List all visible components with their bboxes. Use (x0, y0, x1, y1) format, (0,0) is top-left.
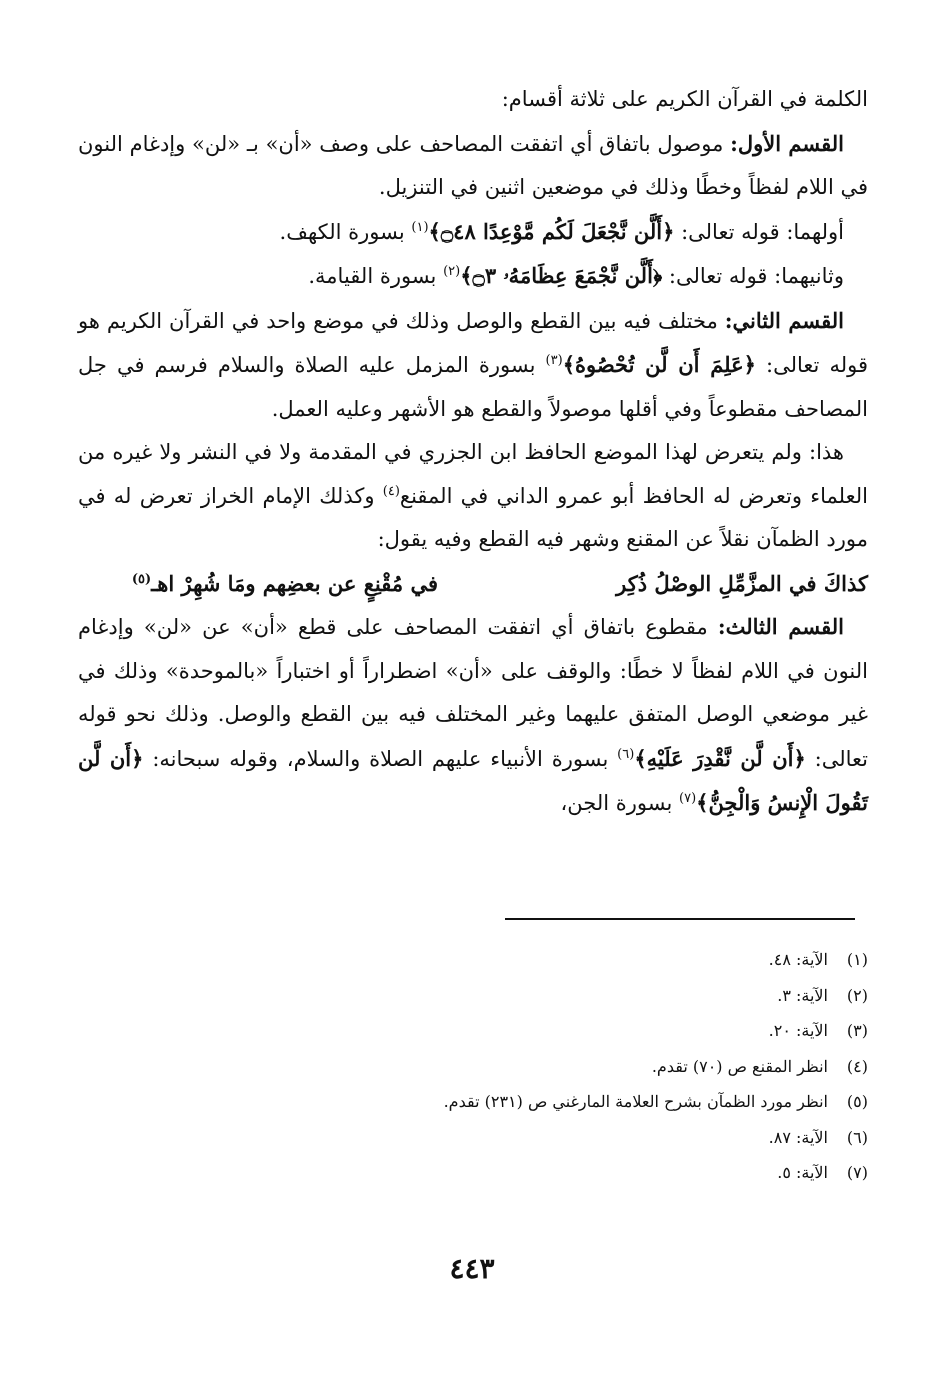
poem-hemistich-2: في مُقْنِعٍ عن بعضِهم ومَا شُهِرْ اهـ (151, 570, 438, 596)
section-3-text-1: مقطوع باتفاق أي اتفقت المصاحف على قطع «أن» عن «لن» وإدغام النون في اللام لفظاً لا خطًا: والوقف على «أن» اضطراراً أو اختباراً «بالموحدة» وذلك في غير موضعي الوصل المتفق عليهما وغير المختلف فيه بين القطع والوصل. وذلك نحو قوله تعالى: (78, 615, 868, 771)
footnote-ref-5: (٥) (131, 571, 152, 587)
main-text (78, 78, 868, 826)
footnote (78, 1120, 868, 1156)
footnote-separator (505, 918, 855, 920)
footnote-number: (١) (846, 950, 868, 969)
footnote (78, 1155, 868, 1191)
footnote-ref-6: (٦) (617, 746, 635, 762)
quran-verse-muzzammil: ﴿عَلِمَ أَن لَّن تُحْصُوهُ﴾ (562, 352, 756, 377)
footnote (78, 1013, 868, 1049)
section-2-paragraph (78, 299, 868, 432)
footnote-text: الآية: ٢٠. (768, 1021, 828, 1040)
page-number: ٤٤٣ (449, 1252, 495, 1285)
poem-verse (78, 562, 868, 606)
footnotes (78, 942, 868, 1191)
section-1-paragraph (78, 122, 868, 210)
footnote (78, 1084, 868, 1120)
footnote-text: الآية: ٣. (777, 985, 828, 1005)
footnote-number: (٧) (846, 1163, 868, 1182)
first-place-intro: أولهما: قوله تعالى: (674, 219, 844, 244)
footnote-ref-7: (٧) (679, 791, 697, 806)
note-text-2: وكذلك الإمام الخراز تعرض له في مورد الظمآن نقلاً عن المقنع وشهر فيه القطع وفيه يقول: (78, 483, 868, 551)
footnote-text: الآية: ٤٨. (768, 950, 828, 969)
footnote-number: (٣) (846, 1021, 868, 1040)
quran-verse-anbiya: ﴿أَن لَّن نَّقْدِرَ عَلَيْهِ﴾ (634, 745, 806, 771)
footnote-ref-4: (٤) (382, 483, 400, 499)
section-3-paragraph (78, 605, 868, 826)
section-3-label: القسم الثالث: (717, 614, 844, 639)
quran-verse-qiyamah: ﴿أَلَّن نَّجْمَعَ عِظَامَهُۥ ۝٣﴾ (460, 263, 663, 288)
poem-hemistich-1: كذاكَ في المزَّمِّلِ الوصْلُ ذُكِر (616, 570, 868, 596)
section-1-text: موصول باتفاق أي اتفقت المصاحف على وصف «أن» بـ «لن» وإدغام النون في اللام لفظاً وخطًا وذلك في موضعين اثنين في التنزيل. (78, 131, 868, 199)
section-2-text-1: مختلف فيه بين القطع والوصل وذلك في موضع واحد في القرآن الكريم هو قوله تعالى: (78, 308, 868, 377)
section-1-first-place (78, 210, 868, 255)
footnote (78, 1049, 868, 1085)
footnote-text: الآية: ٥. (777, 1163, 828, 1182)
footnote-text: الآية: ٨٧. (768, 1127, 828, 1147)
quran-verse-jinn: ﴿أَن لَّن تَقُولَ الْإِنسُ وَالْجِنُّ﴾ (78, 745, 868, 815)
footnote (78, 978, 868, 1014)
footnote-ref-2: (٢) (443, 264, 461, 279)
note-text-1: هذا: ولم يتعرض لهذا الموضع الحافظ ابن الجزري في المقدمة ولا في النشر ولا غيره من العلماء وتعرض له الحافظ أبو عمرو الداني في المقنع (78, 440, 868, 508)
footnote-number: (٥) (846, 1092, 868, 1111)
footnote-number: (٢) (846, 985, 868, 1005)
footnote (78, 942, 868, 978)
second-place-surah: بسورة القيامة. (308, 264, 444, 288)
footnote-ref-3: (٣) (545, 353, 563, 368)
section-2-text-2: بسورة المزمل عليه الصلاة والسلام فرسم في جل المصاحف مقطوعاً وفي أقلها موصولاً والقطع هو الأشهر وعليه العمل. (78, 353, 868, 421)
note-paragraph (78, 431, 868, 562)
section-2-label: القسم الثاني: (724, 307, 844, 333)
footnote-number: (٦) (846, 1127, 868, 1147)
intro-text: الكلمة في القرآن الكريم على ثلاثة أقسام: (501, 87, 868, 111)
intro-line (78, 78, 868, 122)
footnote-text: انظر المقنع ص (٧٠) تقدم. (651, 1056, 828, 1076)
section-1-label: القسم الأول: (730, 130, 844, 156)
footnote-ref-1: (١) (411, 219, 429, 235)
second-place-intro: وثانيهما: قوله تعالى: (662, 264, 844, 288)
quran-verse-kahf: ﴿أَلَّن نَّجْعَلَ لَكُم مَّوْعِدًا ۝٤٨﴾ (428, 218, 675, 244)
section-3-text-2: بسورة الأنبياء عليهم الصلاة والسلام، وقوله سبحانه: (143, 746, 618, 771)
first-place-surah: بسورة الكهف. (279, 219, 412, 244)
section-1-second-place (78, 254, 868, 299)
section-3-text-3: بسورة الجن، (560, 791, 679, 815)
footnote-number: (٤) (846, 1056, 868, 1076)
footnote-text: انظر مورد الظمآن بشرح العلامة المارغني ص (٢٣١) تقدم. (443, 1092, 828, 1111)
